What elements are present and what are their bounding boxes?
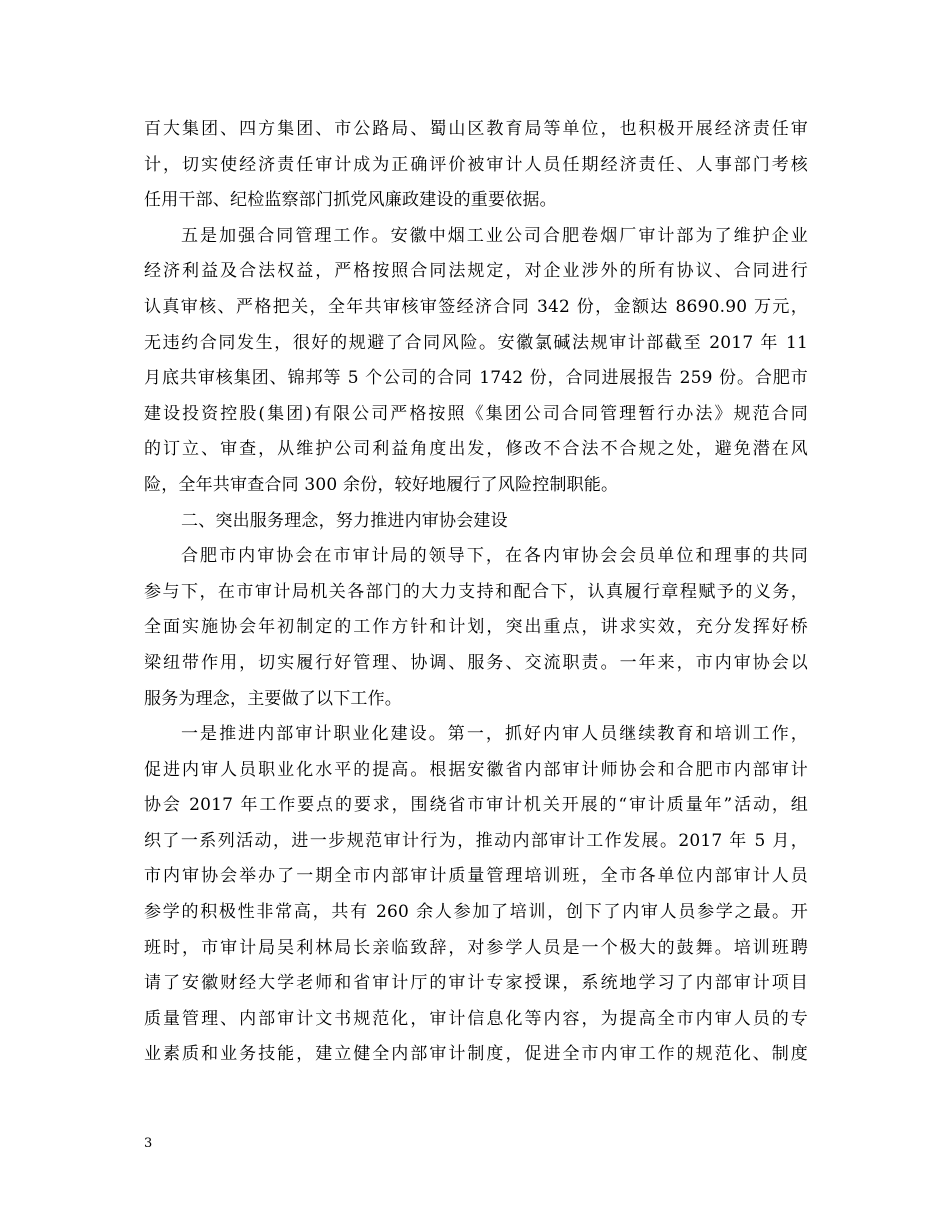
text-line: 计，切实使经济责任审计成为正确评价被审计人员任期经济责任、人事部门考核 — [144, 154, 808, 175]
paragraph-start-line: 一是推进内部审计职业化建设。第一，抓好内审人员继续教育和培训工作， — [181, 724, 808, 745]
page-number: 3 — [144, 1136, 153, 1151]
text-line: 任用干部、纪检监察部门抓党风廉政建设的重要依据。 — [144, 190, 557, 211]
text-line: 参与下，在市审计局机关各部门的大力支持和配合下，认真履行章程赋予的义务， — [144, 581, 808, 602]
text-line: 业素质和业务技能，建立健全内部审计制度，促进全市内审工作的规范化、制度 — [144, 1044, 808, 1065]
text-line: 月底共审核集团、锦邦等 5 个公司的合同 1742 份，合同进展报告 259 份。合肥市 — [144, 368, 808, 389]
text-line: 促进内审人员职业化水平的提高。根据安徽省内部审计师协会和合肥市内部审计 — [144, 759, 808, 780]
text-line: 建设投资控股(集团)有限公司严格按照《集团公司合同管理暂行办法》规范合同 — [144, 403, 808, 424]
document-body — [144, 112, 808, 1073]
paragraph-start-line: 合肥市内审协会在市审计局的领导下，在各内审协会会员单位和理事的共同 — [181, 546, 808, 567]
text-line: 认真审核、严格把关，全年共审核审签经济合同 342 份，金额达 8690.90 万元， — [144, 296, 808, 317]
text-line: 织了一系列活动，进一步规范审计行为，推动内部审计工作发展。2017 年 5 月， — [144, 830, 808, 851]
text-line: 协会 2017 年工作要点的要求，围绕省市审计机关开展的“审计质量年”活动，组 — [144, 795, 808, 816]
section-heading: 二、突出服务理念，努力推进内审协会建设 — [181, 510, 508, 531]
text-line: 百大集团、四方集团、市公路局、蜀山区教育局等单位，也积极开展经济责任审 — [144, 119, 808, 139]
text-line: 经济利益及合法权益，严格按照合同法规定，对企业涉外的所有协议、合同进行 — [144, 261, 808, 282]
paragraph-start-line: 五是加强合同管理工作。安徽中烟工业公司合肥卷烟厂审计部为了维护企业 — [181, 225, 808, 246]
text-line: 服务为理念，主要做了以下工作。 — [144, 688, 402, 709]
text-line: 班时，市审计局吴利林局长亲临致辞，对参学人员是一个极大的鼓舞。培训班聘 — [144, 937, 808, 958]
text-line: 参学的积极性非常高，共有 260 余人参加了培训，创下了内审人员参学之最。开 — [144, 902, 808, 923]
text-line: 的订立、审查，从维护公司利益角度出发，修改不合法不合规之处，避免潜在风 — [144, 439, 808, 460]
text-line: 质量管理、内部审计文书规范化，审计信息化等内容，为提高全市内审人员的专 — [144, 1008, 808, 1029]
text-line: 梁纽带作用，切实履行好管理、协调、服务、交流职责。一年来，市内审协会以 — [144, 652, 808, 673]
text-line: 无违约合同发生，很好的规避了合同风险。安徽氯碱法规审计部截至 2017 年 11 — [144, 332, 808, 353]
text-line: 请了安徽财经大学老师和省审计厅的审计专家授课，系统地学习了内部审计项目 — [144, 973, 808, 994]
text-line: 全面实施协会年初制定的工作方针和计划，突出重点，讲求实效，充分发挥好桥 — [144, 617, 808, 638]
text-line: 险，全年共审查合同 300 余份，较好地履行了风险控制职能。 — [144, 474, 619, 495]
text-line: 市内审协会举办了一期全市内部审计质量管理培训班，全市各单位内部审计人员 — [144, 866, 808, 887]
